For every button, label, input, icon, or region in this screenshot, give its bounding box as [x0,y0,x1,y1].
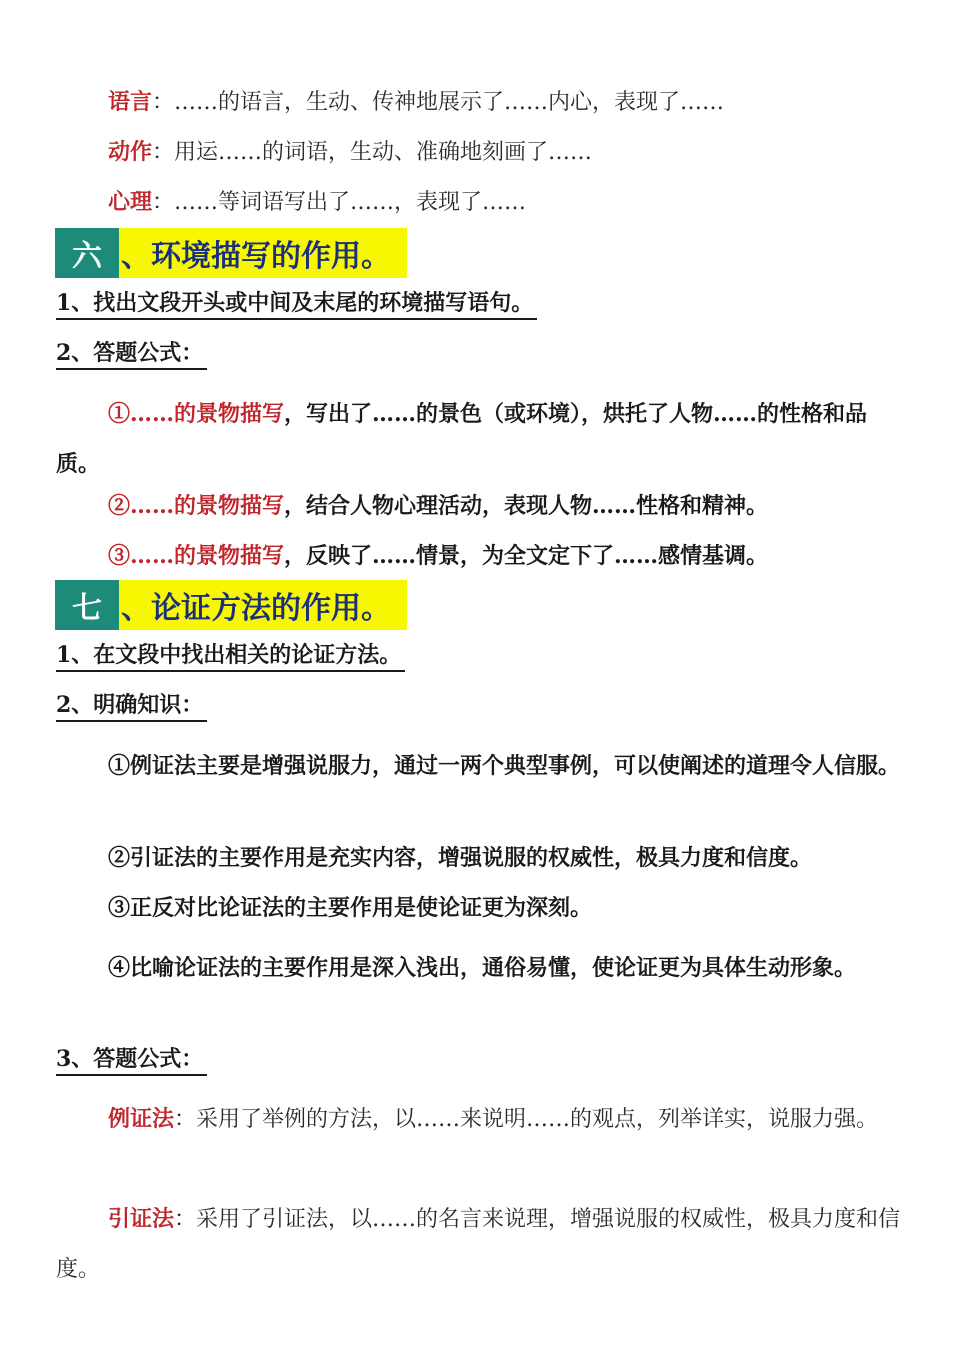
section7-title: 、论证方法的作用。 [119,580,407,630]
xinli-text: ：……等词语写出了……，表现了…… [152,190,527,215]
section7-knowledge1: ①例证法主要是增强说服力，通过一两个典型事例，可以使阐述的道理令人信服。 [108,753,901,779]
section6-title: 、环境描写的作用。 [119,228,407,278]
section6-formula3-keyword: ③……的景物描写 [108,543,285,569]
dongzuo-line [56,136,908,169]
section6-formula1-text: ，写出了……的景色（或环境），烘托了人物……的性格和品质。 [56,401,868,477]
dongzuo-text: ：用运……的词语，生动、准确地刻画了…… [152,140,593,165]
yuyan-keyword: 语言 [108,89,153,115]
section7-item1 [56,640,908,672]
section6-item2 [56,338,908,370]
section6-formula2-keyword: ②……的景物描写 [108,493,285,519]
section6-formula2 [56,490,908,522]
section7-heading [55,580,407,630]
yuyan-line [56,86,908,119]
section7-item1-text: 1、在文段中找出相关的论证方法。 [56,640,405,672]
section7-answer1 [56,1094,908,1145]
yuyan-text: ：……的语言，生动、传神地展示了……内心，表现了…… [152,90,725,115]
section7-number: 七 [55,580,119,630]
section6-formula1 [56,389,908,489]
dongzuo-keyword: 动作 [108,139,153,165]
section7-answer2 [56,1194,908,1295]
section6-formula2-text: ，结合人物心理活动，表现人物……性格和精神。 [284,493,769,519]
section7-answer2-keyword: 引证法 [108,1206,175,1232]
section6-item1 [56,288,908,320]
section6-formula3-text: ，反映了……情景，为全文定下了……感情基调。 [284,543,769,569]
section6-formula1-keyword: ①……的景物描写 [108,401,285,427]
section7-knowledge4: ④比喻论证法的主要作用是深入浅出，通俗易懂，使论证更为具体生动形象。 [108,955,857,981]
section7-answer1-text: ：采用了举例的方法，以……来说明……的观点，列举详实，说服力强。 [174,1107,879,1132]
section7-item2 [56,690,908,722]
section7-knowledge2: ②引证法的主要作用是充实内容，增强说服的权威性，极具力度和信度。 [108,845,813,871]
section6-heading [55,228,407,278]
section7-item3 [56,1044,908,1076]
xinli-line [56,186,908,219]
xinli-keyword: 心理 [108,189,153,215]
section7-answer2-text: ：采用了引证法，以……的名言来说理，增强说服的权威性，极具力度和信度。 [56,1207,901,1282]
section7-item2-text: 2、明确知识： [56,690,207,722]
section6-item2-text: 2、答题公式： [56,338,207,370]
section7-answer1-keyword: 例证法 [108,1106,175,1132]
section6-item1-text: 1、找出文段开头或中间及末尾的环境描写语句。 [56,288,537,320]
section6-number: 六 [55,228,119,278]
section6-formula3 [56,540,908,572]
section7-knowledge3: ③正反对比论证法的主要作用是使论证更为深刻。 [108,895,593,921]
section7-item3-text: 3、答题公式： [56,1044,207,1076]
